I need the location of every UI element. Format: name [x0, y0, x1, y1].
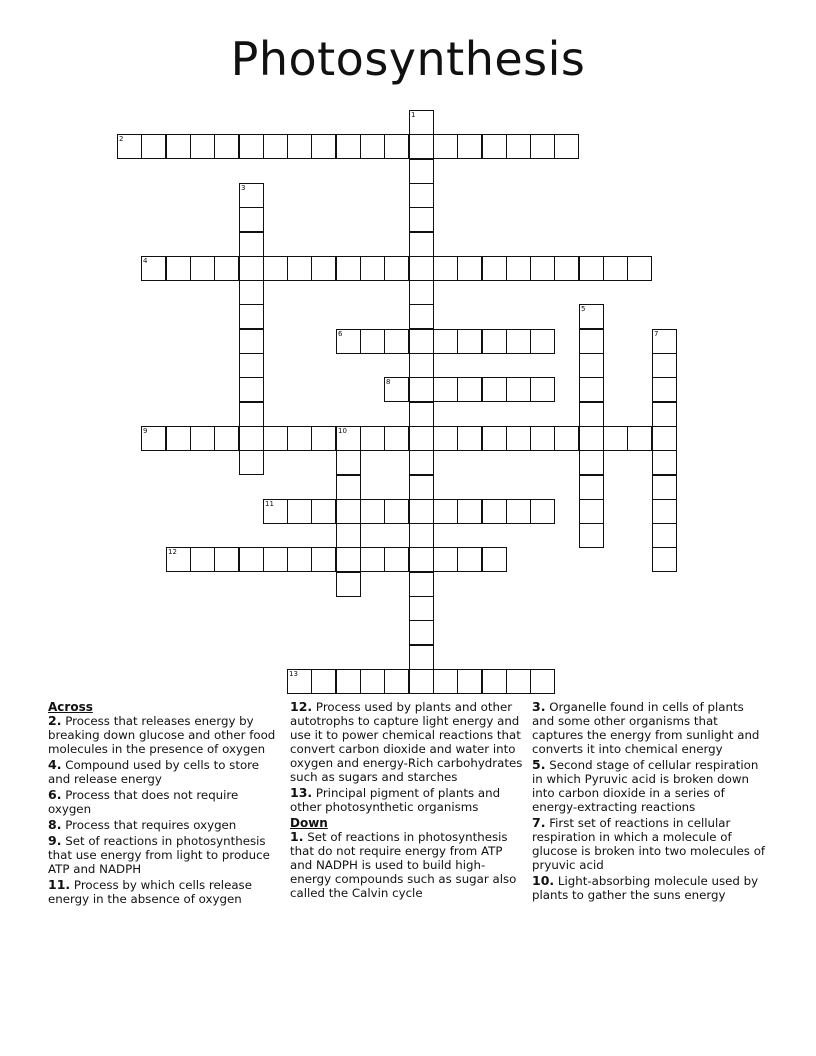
grid-cell[interactable]	[409, 523, 434, 548]
grid-cell[interactable]	[457, 499, 482, 524]
clue-number: 2.	[48, 713, 62, 728]
grid-cell[interactable]	[287, 499, 312, 524]
grid-cell[interactable]	[554, 426, 579, 451]
clue-number: 11.	[48, 877, 71, 892]
grid-cell[interactable]	[433, 329, 458, 354]
grid-cell[interactable]	[190, 426, 215, 451]
grid-cell[interactable]	[190, 134, 215, 159]
grid-cell[interactable]	[579, 377, 604, 402]
across-heading: Across	[48, 700, 93, 714]
grid-cell[interactable]	[409, 450, 434, 475]
grid-cell[interactable]	[579, 450, 604, 475]
grid-cell[interactable]	[530, 377, 555, 402]
grid-cell-number: 4	[143, 257, 148, 265]
grid-cell[interactable]	[409, 645, 434, 670]
grid-cell[interactable]	[433, 669, 458, 694]
grid-cell[interactable]	[239, 402, 264, 427]
grid-cell[interactable]	[433, 256, 458, 281]
clue-text: Process that does not require oxygen	[48, 788, 239, 816]
grid-cell-number: 9	[143, 427, 148, 435]
grid-cell[interactable]	[117, 134, 142, 159]
clue-across-11	[48, 878, 284, 906]
grid-cell[interactable]	[506, 134, 531, 159]
grid-cell[interactable]	[579, 329, 604, 354]
clue-text: Organelle found in cells of plants and some other organisms that captures the energy from sunlight and converts it into chemical energy	[532, 700, 760, 756]
grid-cell[interactable]	[239, 280, 264, 305]
clue-text: Principal pigment of plants and other photosynthetic organisms	[290, 786, 501, 814]
grid-cell[interactable]	[239, 329, 264, 354]
clue-text: Process by which cells release energy in the absence of oxygen	[48, 878, 252, 906]
grid-cell[interactable]	[506, 329, 531, 354]
grid-cell[interactable]	[336, 499, 361, 524]
grid-cell[interactable]	[409, 377, 434, 402]
grid-cell-number: 2	[119, 135, 124, 143]
clue-text: Process that releases energy by breaking down glucose and other food molecules in the presence of oxygen	[48, 714, 276, 756]
clue-number: 8.	[48, 817, 62, 832]
grid-cell[interactable]	[384, 377, 409, 402]
grid-cell[interactable]	[457, 547, 482, 572]
grid-cell[interactable]	[409, 475, 434, 500]
grid-cell[interactable]	[239, 353, 264, 378]
grid-cell[interactable]	[166, 426, 191, 451]
grid-cell[interactable]	[457, 134, 482, 159]
grid-cell[interactable]	[482, 377, 507, 402]
grid-cell[interactable]	[409, 499, 434, 524]
grid-cell[interactable]	[457, 669, 482, 694]
clue-text: Compound used by cells to store and release energy	[48, 758, 260, 786]
grid-cell[interactable]	[506, 669, 531, 694]
grid-cell[interactable]	[239, 450, 264, 475]
grid-cell[interactable]	[409, 596, 434, 621]
grid-cell[interactable]	[384, 134, 409, 159]
grid-cell[interactable]	[603, 256, 628, 281]
grid-cell[interactable]	[482, 547, 507, 572]
grid-cell-number: 8	[386, 378, 391, 386]
grid-cell[interactable]	[409, 207, 434, 232]
grid-cell[interactable]	[360, 329, 385, 354]
grid-cell[interactable]	[530, 669, 555, 694]
grid-cell[interactable]	[530, 329, 555, 354]
clue-column-1	[48, 700, 284, 908]
grid-cell[interactable]	[166, 547, 191, 572]
clue-text: Second stage of cellular respiration in which Pyruvic acid is broken down into carbon dioxide in a series of energy-extracting reactions	[532, 758, 759, 814]
grid-cell[interactable]	[336, 256, 361, 281]
grid-cell[interactable]	[457, 329, 482, 354]
grid-cell[interactable]	[579, 353, 604, 378]
grid-cell[interactable]	[239, 232, 264, 257]
grid-cell[interactable]	[239, 377, 264, 402]
clue-number: 7.	[532, 815, 546, 830]
grid-cell-number: 12	[168, 548, 177, 556]
grid-cell[interactable]	[166, 256, 191, 281]
clue-down-3	[532, 700, 768, 756]
grid-cell[interactable]	[287, 256, 312, 281]
grid-cell[interactable]	[239, 256, 264, 281]
grid-cell[interactable]	[652, 450, 677, 475]
grid-cell[interactable]	[530, 134, 555, 159]
clue-text: Light-absorbing molecule used by plants to gather the suns energy	[532, 874, 759, 902]
grid-cell[interactable]	[482, 256, 507, 281]
page-title: Photosynthesis	[230, 32, 586, 86]
grid-cell[interactable]	[579, 475, 604, 500]
grid-cell[interactable]	[287, 134, 312, 159]
clue-number: 5.	[532, 757, 546, 772]
grid-cell[interactable]	[263, 256, 288, 281]
clue-across-12	[290, 700, 526, 784]
clue-number: 13.	[290, 785, 313, 800]
grid-cell-number: 6	[338, 330, 343, 338]
clue-down-1	[290, 830, 526, 900]
grid-cell[interactable]	[652, 547, 677, 572]
grid-cell[interactable]	[384, 547, 409, 572]
grid-cell[interactable]	[627, 256, 652, 281]
grid-cell[interactable]	[263, 134, 288, 159]
clue-number: 10.	[532, 873, 555, 888]
grid-cell[interactable]	[214, 426, 239, 451]
grid-cell[interactable]	[554, 256, 579, 281]
grid-cell[interactable]	[652, 475, 677, 500]
grid-cell[interactable]	[409, 232, 434, 257]
grid-cell[interactable]	[457, 426, 482, 451]
grid-cell[interactable]	[482, 669, 507, 694]
grid-cell[interactable]	[506, 426, 531, 451]
clue-across-6	[48, 788, 284, 816]
clue-number: 4.	[48, 757, 62, 772]
grid-cell[interactable]	[652, 426, 677, 451]
grid-cell[interactable]	[409, 134, 434, 159]
clue-across-4	[48, 758, 284, 786]
grid-cell[interactable]	[554, 134, 579, 159]
grid-cell[interactable]	[214, 134, 239, 159]
grid-cell[interactable]	[482, 134, 507, 159]
grid-cell[interactable]	[311, 256, 336, 281]
clue-number: 1.	[290, 829, 304, 844]
grid-cell[interactable]	[409, 183, 434, 208]
grid-cell[interactable]	[652, 353, 677, 378]
grid-cell-number: 5	[581, 305, 586, 313]
grid-cell[interactable]	[506, 377, 531, 402]
grid-cell[interactable]	[579, 402, 604, 427]
grid-cell[interactable]	[336, 547, 361, 572]
grid-cell[interactable]	[190, 547, 215, 572]
grid-cell[interactable]	[652, 523, 677, 548]
grid-cell[interactable]	[263, 547, 288, 572]
grid-cell[interactable]	[141, 426, 166, 451]
grid-cell[interactable]	[311, 134, 336, 159]
grid-cell[interactable]	[409, 353, 434, 378]
grid-cell[interactable]	[384, 669, 409, 694]
grid-cell[interactable]	[287, 426, 312, 451]
grid-cell[interactable]	[336, 475, 361, 500]
grid-cell[interactable]	[214, 547, 239, 572]
grid-cell[interactable]	[603, 426, 628, 451]
clue-text: Process that requires oxygen	[65, 818, 237, 832]
grid-cell[interactable]	[530, 499, 555, 524]
clue-across-9	[48, 834, 284, 876]
grid-cell[interactable]	[311, 669, 336, 694]
grid-cell[interactable]	[433, 426, 458, 451]
grid-cell[interactable]	[360, 499, 385, 524]
grid-cell[interactable]	[239, 134, 264, 159]
clue-text: Set of reactions in photosynthesis that use energy from light to produce ATP and NADPH	[48, 834, 270, 876]
grid-cell[interactable]	[409, 547, 434, 572]
grid-cell[interactable]	[579, 304, 604, 329]
grid-cell[interactable]	[360, 669, 385, 694]
grid-cell[interactable]	[652, 499, 677, 524]
clue-text: First set of reactions in cellular respiration in which a molecule of glucose is broken into two molecules of pryuvic acid	[532, 816, 766, 872]
grid-cell[interactable]	[360, 256, 385, 281]
grid-cell[interactable]	[409, 304, 434, 329]
grid-cell[interactable]	[190, 256, 215, 281]
grid-cell-number: 10	[338, 427, 347, 435]
grid-cell-number: 7	[654, 330, 659, 338]
grid-cell[interactable]	[409, 256, 434, 281]
grid-cell[interactable]	[336, 572, 361, 597]
grid-cell[interactable]	[579, 426, 604, 451]
grid-cell[interactable]	[239, 207, 264, 232]
grid-cell-number: 3	[241, 184, 246, 192]
grid-cell[interactable]	[482, 499, 507, 524]
grid-cell[interactable]	[409, 426, 434, 451]
grid-cell[interactable]	[384, 256, 409, 281]
grid-cell[interactable]	[336, 523, 361, 548]
grid-cell[interactable]	[409, 620, 434, 645]
grid-cell[interactable]	[360, 426, 385, 451]
grid-cell[interactable]	[482, 329, 507, 354]
grid-cell[interactable]	[384, 426, 409, 451]
grid-cell[interactable]	[287, 669, 312, 694]
grid-cell[interactable]	[141, 256, 166, 281]
grid-cell[interactable]	[336, 134, 361, 159]
clue-down-10	[532, 874, 768, 902]
clue-across-2	[48, 714, 284, 756]
grid-cell[interactable]	[239, 547, 264, 572]
grid-cell[interactable]	[409, 280, 434, 305]
grid-cell[interactable]	[360, 134, 385, 159]
grid-cell[interactable]	[409, 110, 434, 135]
grid-cell[interactable]	[433, 499, 458, 524]
grid-cell[interactable]	[433, 547, 458, 572]
grid-cell[interactable]	[433, 134, 458, 159]
clue-number: 12.	[290, 699, 313, 714]
grid-cell[interactable]	[652, 377, 677, 402]
grid-cell[interactable]	[384, 329, 409, 354]
grid-cell[interactable]	[482, 426, 507, 451]
grid-cell[interactable]	[627, 426, 652, 451]
grid-cell[interactable]	[336, 329, 361, 354]
grid-cell[interactable]	[263, 426, 288, 451]
clue-text: Set of reactions in photosynthesis that do not require energy from ATP and NADPH is used to build high-energy compounds such as sugar also called the Calvin cycle	[290, 830, 517, 900]
grid-cell-number: 1	[411, 111, 416, 119]
grid-cell[interactable]	[652, 329, 677, 354]
grid-cell[interactable]	[506, 256, 531, 281]
grid-cell[interactable]	[409, 402, 434, 427]
grid-cell[interactable]	[433, 377, 458, 402]
grid-cell[interactable]	[579, 499, 604, 524]
grid-cell[interactable]	[239, 183, 264, 208]
grid-cell[interactable]	[409, 669, 434, 694]
clue-number: 6.	[48, 787, 62, 802]
grid-cell[interactable]	[506, 499, 531, 524]
grid-cell-number: 11	[265, 500, 274, 508]
grid-cell[interactable]	[409, 572, 434, 597]
grid-cell[interactable]	[384, 499, 409, 524]
clue-column-3	[532, 700, 768, 904]
grid-cell[interactable]	[579, 523, 604, 548]
grid-cell[interactable]	[336, 669, 361, 694]
clue-down-5	[532, 758, 768, 814]
grid-cell[interactable]	[141, 134, 166, 159]
grid-cell-number: 13	[289, 670, 298, 678]
grid-cell[interactable]	[311, 426, 336, 451]
grid-cell[interactable]	[336, 450, 361, 475]
clue-down-7	[532, 816, 768, 872]
grid-cell[interactable]	[166, 134, 191, 159]
grid-cell[interactable]	[530, 256, 555, 281]
grid-cell[interactable]	[409, 329, 434, 354]
grid-cell[interactable]	[360, 547, 385, 572]
grid-cell[interactable]	[214, 256, 239, 281]
clue-column-2	[290, 700, 526, 902]
grid-cell[interactable]	[457, 377, 482, 402]
grid-cell[interactable]	[287, 547, 312, 572]
clue-number: 9.	[48, 833, 62, 848]
grid-cell[interactable]	[652, 402, 677, 427]
grid-cell[interactable]	[239, 426, 264, 451]
down-heading: Down	[290, 816, 328, 830]
grid-cell[interactable]	[457, 256, 482, 281]
clue-number: 3.	[532, 699, 546, 714]
grid-cell[interactable]	[311, 499, 336, 524]
clue-across-8	[48, 818, 284, 832]
grid-cell[interactable]	[579, 256, 604, 281]
clue-across-13	[290, 786, 526, 814]
grid-cell[interactable]	[311, 547, 336, 572]
grid-cell[interactable]	[530, 426, 555, 451]
grid-cell[interactable]	[263, 499, 288, 524]
grid-cell[interactable]	[409, 159, 434, 184]
grid-cell[interactable]	[239, 304, 264, 329]
clue-text: Process used by plants and other autotrophs to capture light energy and use it to power chemical reactions that convert carbon dioxide and water into oxygen and energy-Rich carbohydrates such as sugars and starches	[290, 700, 523, 784]
grid-cell[interactable]	[336, 426, 361, 451]
